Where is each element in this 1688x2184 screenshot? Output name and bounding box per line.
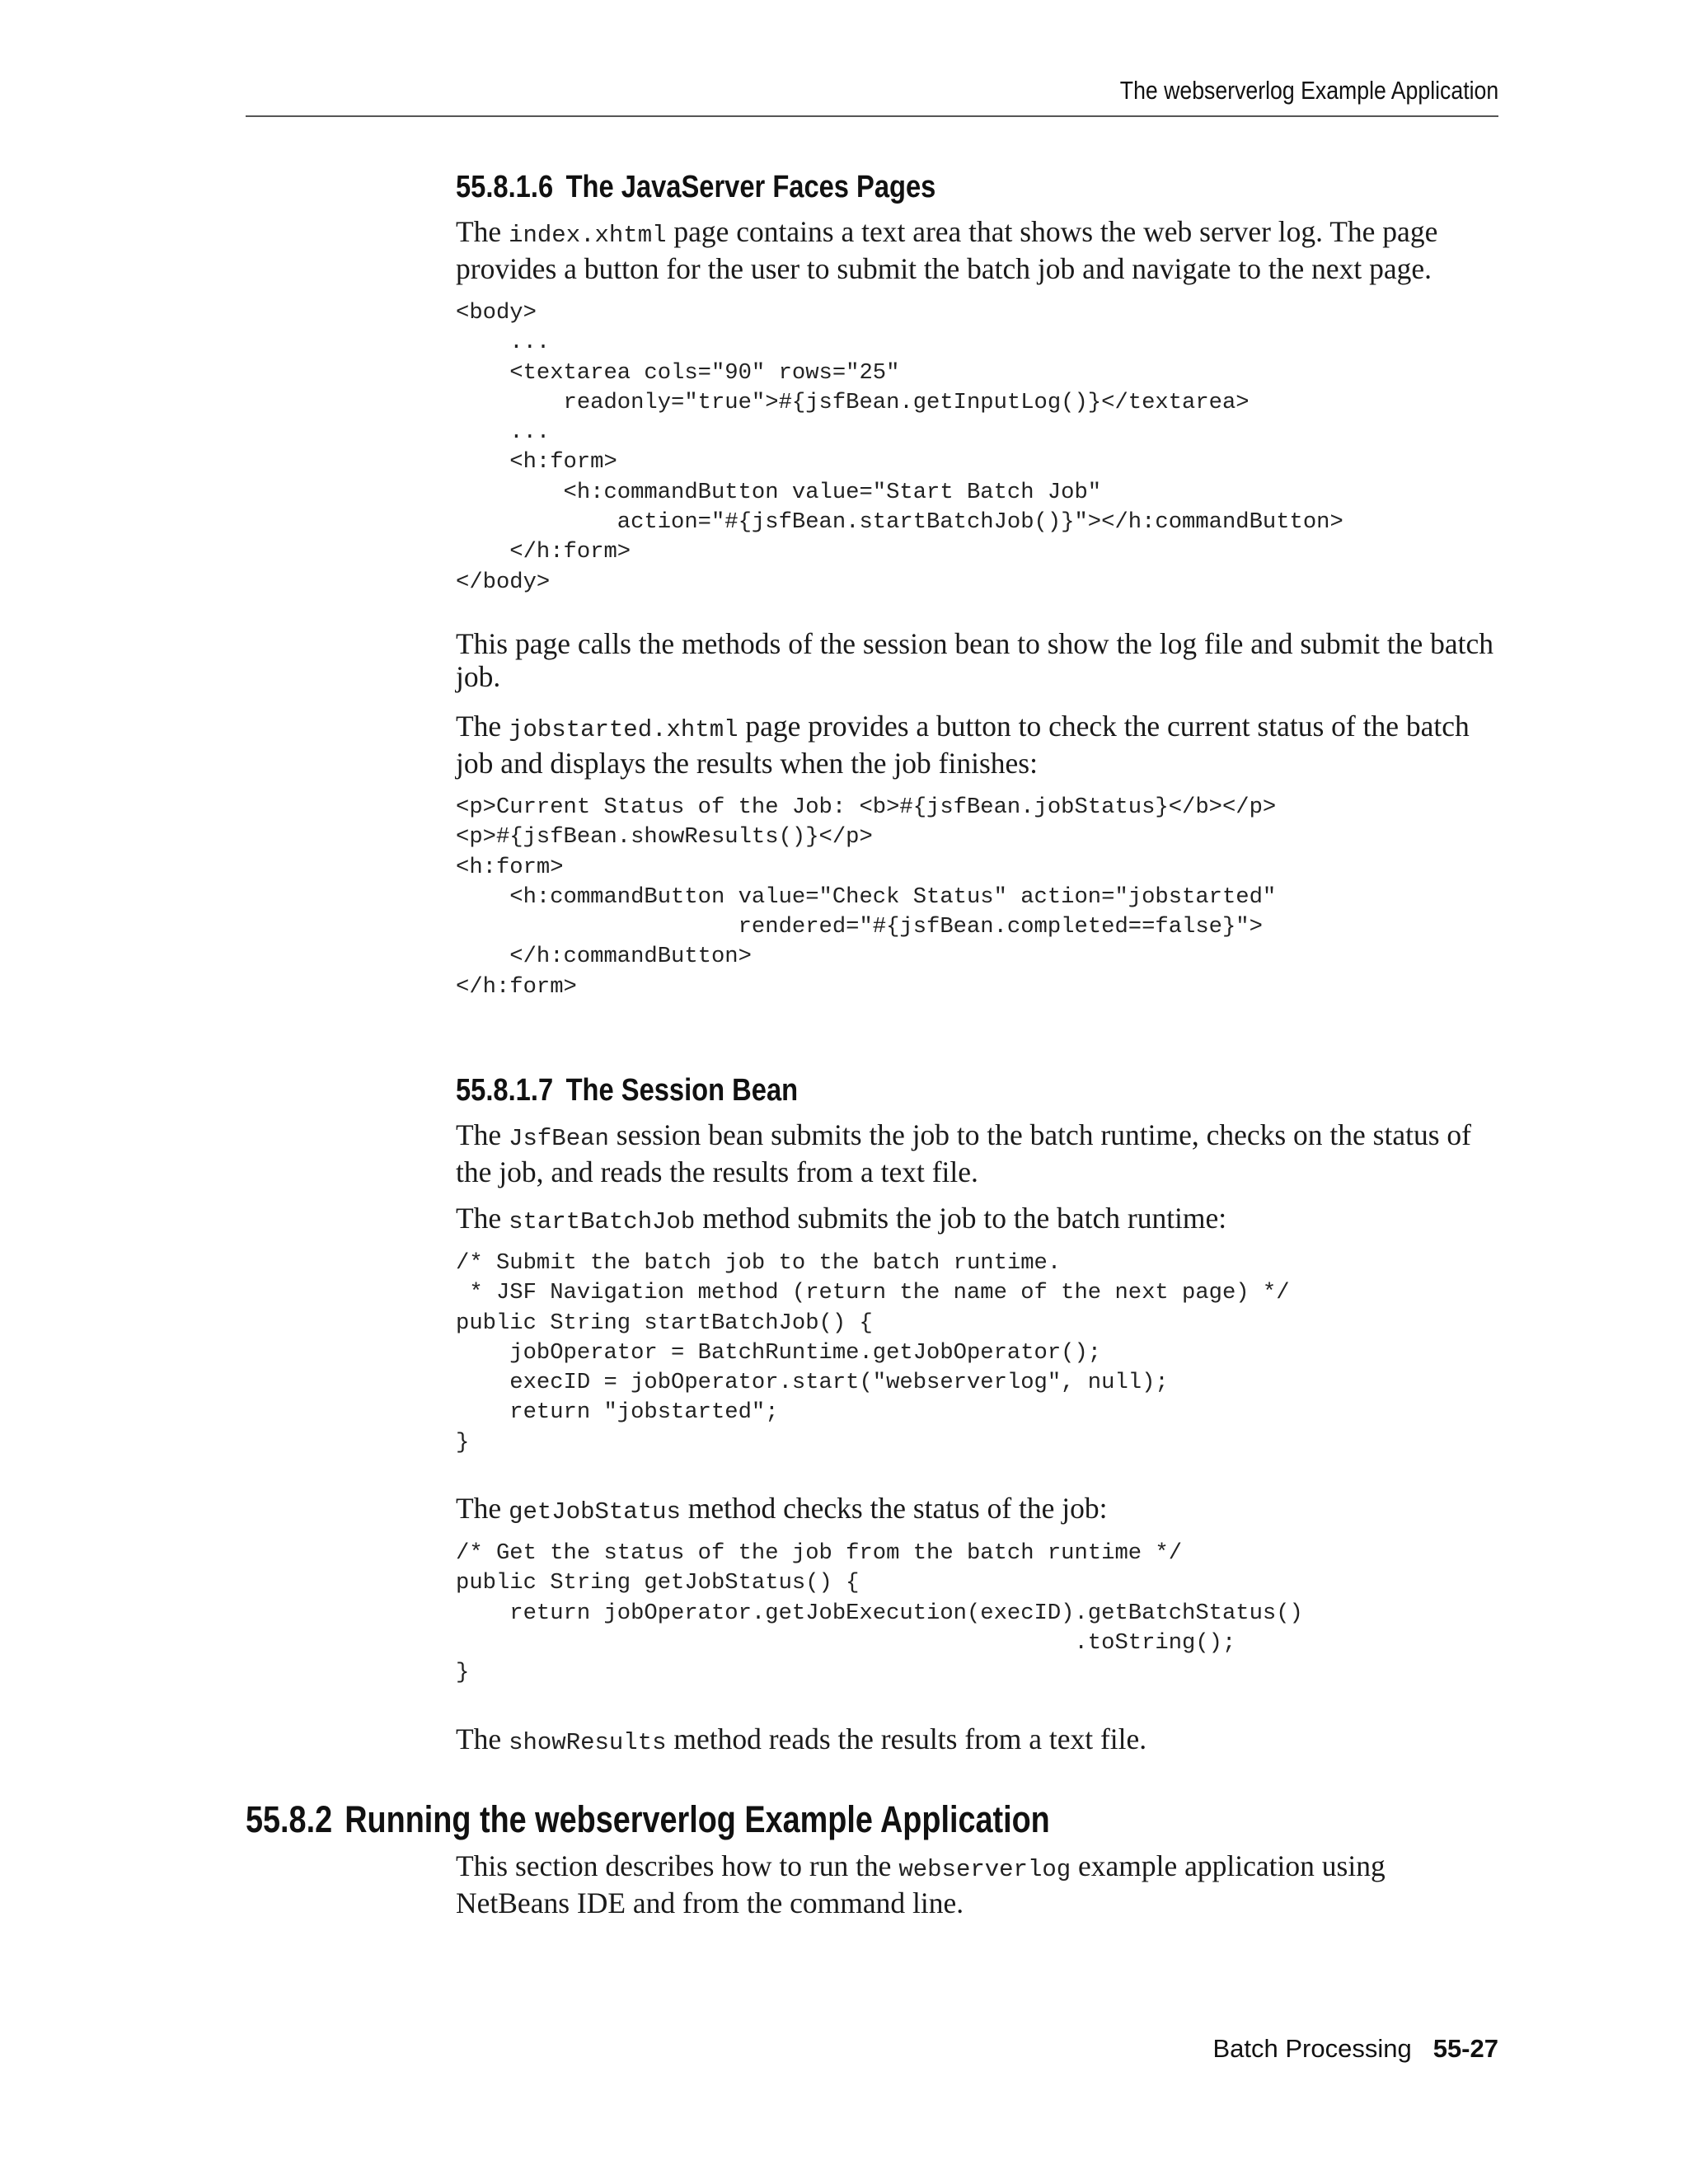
text-run: The: [456, 710, 509, 743]
section-title: Running the webserverlog Example Application: [345, 1798, 1050, 1840]
paragraph-page-calls: This page calls the methods of the session bean to show the log file and submit the batch job.: [456, 627, 1494, 693]
text-run: method submits the job to the batch runtime:: [695, 1202, 1227, 1235]
text-run: The: [456, 1722, 509, 1755]
text-run: page provides a button to check the current status of the batch job and displays the results when the job finishes:: [456, 710, 1470, 780]
inline-code: webserverlog: [898, 1856, 1071, 1883]
running-header-title: The webserverlog Example Application: [1119, 76, 1498, 105]
page-number: 55-27: [1432, 2034, 1498, 2063]
paragraph-index-xhtml: [456, 215, 1498, 285]
inline-code: startBatchJob: [509, 1208, 696, 1235]
inline-code: index.xhtml: [509, 222, 667, 249]
inline-code: jobstarted.xhtml: [509, 716, 738, 743]
text-run: This section describes how to run the: [456, 1849, 899, 1882]
inline-code: showResults: [509, 1729, 667, 1756]
paragraph-jobstarted-xhtml: [456, 710, 1498, 780]
section-heading-session-bean: [456, 1073, 798, 1108]
section-title: The Session Bean: [565, 1073, 799, 1108]
page-footer: [1212, 2034, 1498, 2064]
text-run: method reads the results from a text file.: [666, 1722, 1147, 1755]
inline-code: JsfBean: [509, 1125, 609, 1152]
code-block-startbatchjob: /* Submit the batch job to the batch runtime. * JSF Navigation method (return the name of the next page) */ public String startBatchJob() { jobOperator = BatchRuntime.getJobOperator(); execID = jobOperator.start("webserverlog", null); return "jobstarted"; }: [456, 1250, 1290, 1455]
section-heading-running-app: [246, 1798, 1050, 1841]
paragraph-startbatchjob: [456, 1202, 1498, 1239]
text-run: The: [456, 1202, 509, 1235]
text-run: The: [456, 215, 509, 248]
section-number: 55.8.1.6: [456, 170, 554, 204]
inline-code: getJobStatus: [509, 1498, 681, 1526]
text-run: example application using NetBeans IDE and from the command line.: [456, 1849, 1386, 1919]
text-run: session bean submits the job to the batch runtime, checks on the status of the job, and reads the results from a text file.: [456, 1118, 1471, 1188]
running-header: [246, 73, 1498, 117]
text-run: The: [456, 1118, 509, 1151]
paragraph-getjobstatus: [456, 1492, 1498, 1529]
code-block-index-xhtml: <body> ... <textarea cols="90" rows="25" readonly="true">#{jsfBean.getInputLog()}</textarea> ... <h:form> <h:commandButton value="Start Batch Job" action="#{jsfBean.startBatchJob()}"></h:commandButton> </h:form> </body>: [456, 300, 1343, 595]
paragraph-running-intro: [456, 1849, 1498, 1919]
code-block-jobstarted-xhtml: <p>Current Status of the Job: <b>#{jsfBean.jobStatus}</b></p> <p>#{jsfBean.showResults()}</p> <h:form> <h:commandButton value="Check Status" action="jobstarted" rendered="#{jsfBean.completed==false}"> </h:commandButton> </h:form>: [456, 794, 1277, 1000]
section-heading-jsf-pages: [456, 170, 935, 205]
text-run: method checks the status of the job:: [680, 1492, 1108, 1525]
code-block-getjobstatus: /* Get the status of the job from the batch runtime */ public String getJobStatus() { return jobOperator.getJobExecution(execID).getBatchStatus() .toString(); }: [456, 1540, 1303, 1686]
footer-chapter: Batch Processing: [1212, 2034, 1412, 2063]
text-run: page contains a text area that shows the web server log. The page provides a button for the user to submit the batch job and navigate to the next page.: [456, 215, 1438, 285]
section-number: 55.8.2: [246, 1798, 333, 1840]
section-number: 55.8.1.7: [456, 1073, 554, 1108]
text-run: The: [456, 1492, 509, 1525]
section-title: The JavaServer Faces Pages: [565, 170, 936, 204]
paragraph-showresults: [456, 1722, 1498, 1760]
paragraph-jsfbean: [456, 1118, 1498, 1188]
